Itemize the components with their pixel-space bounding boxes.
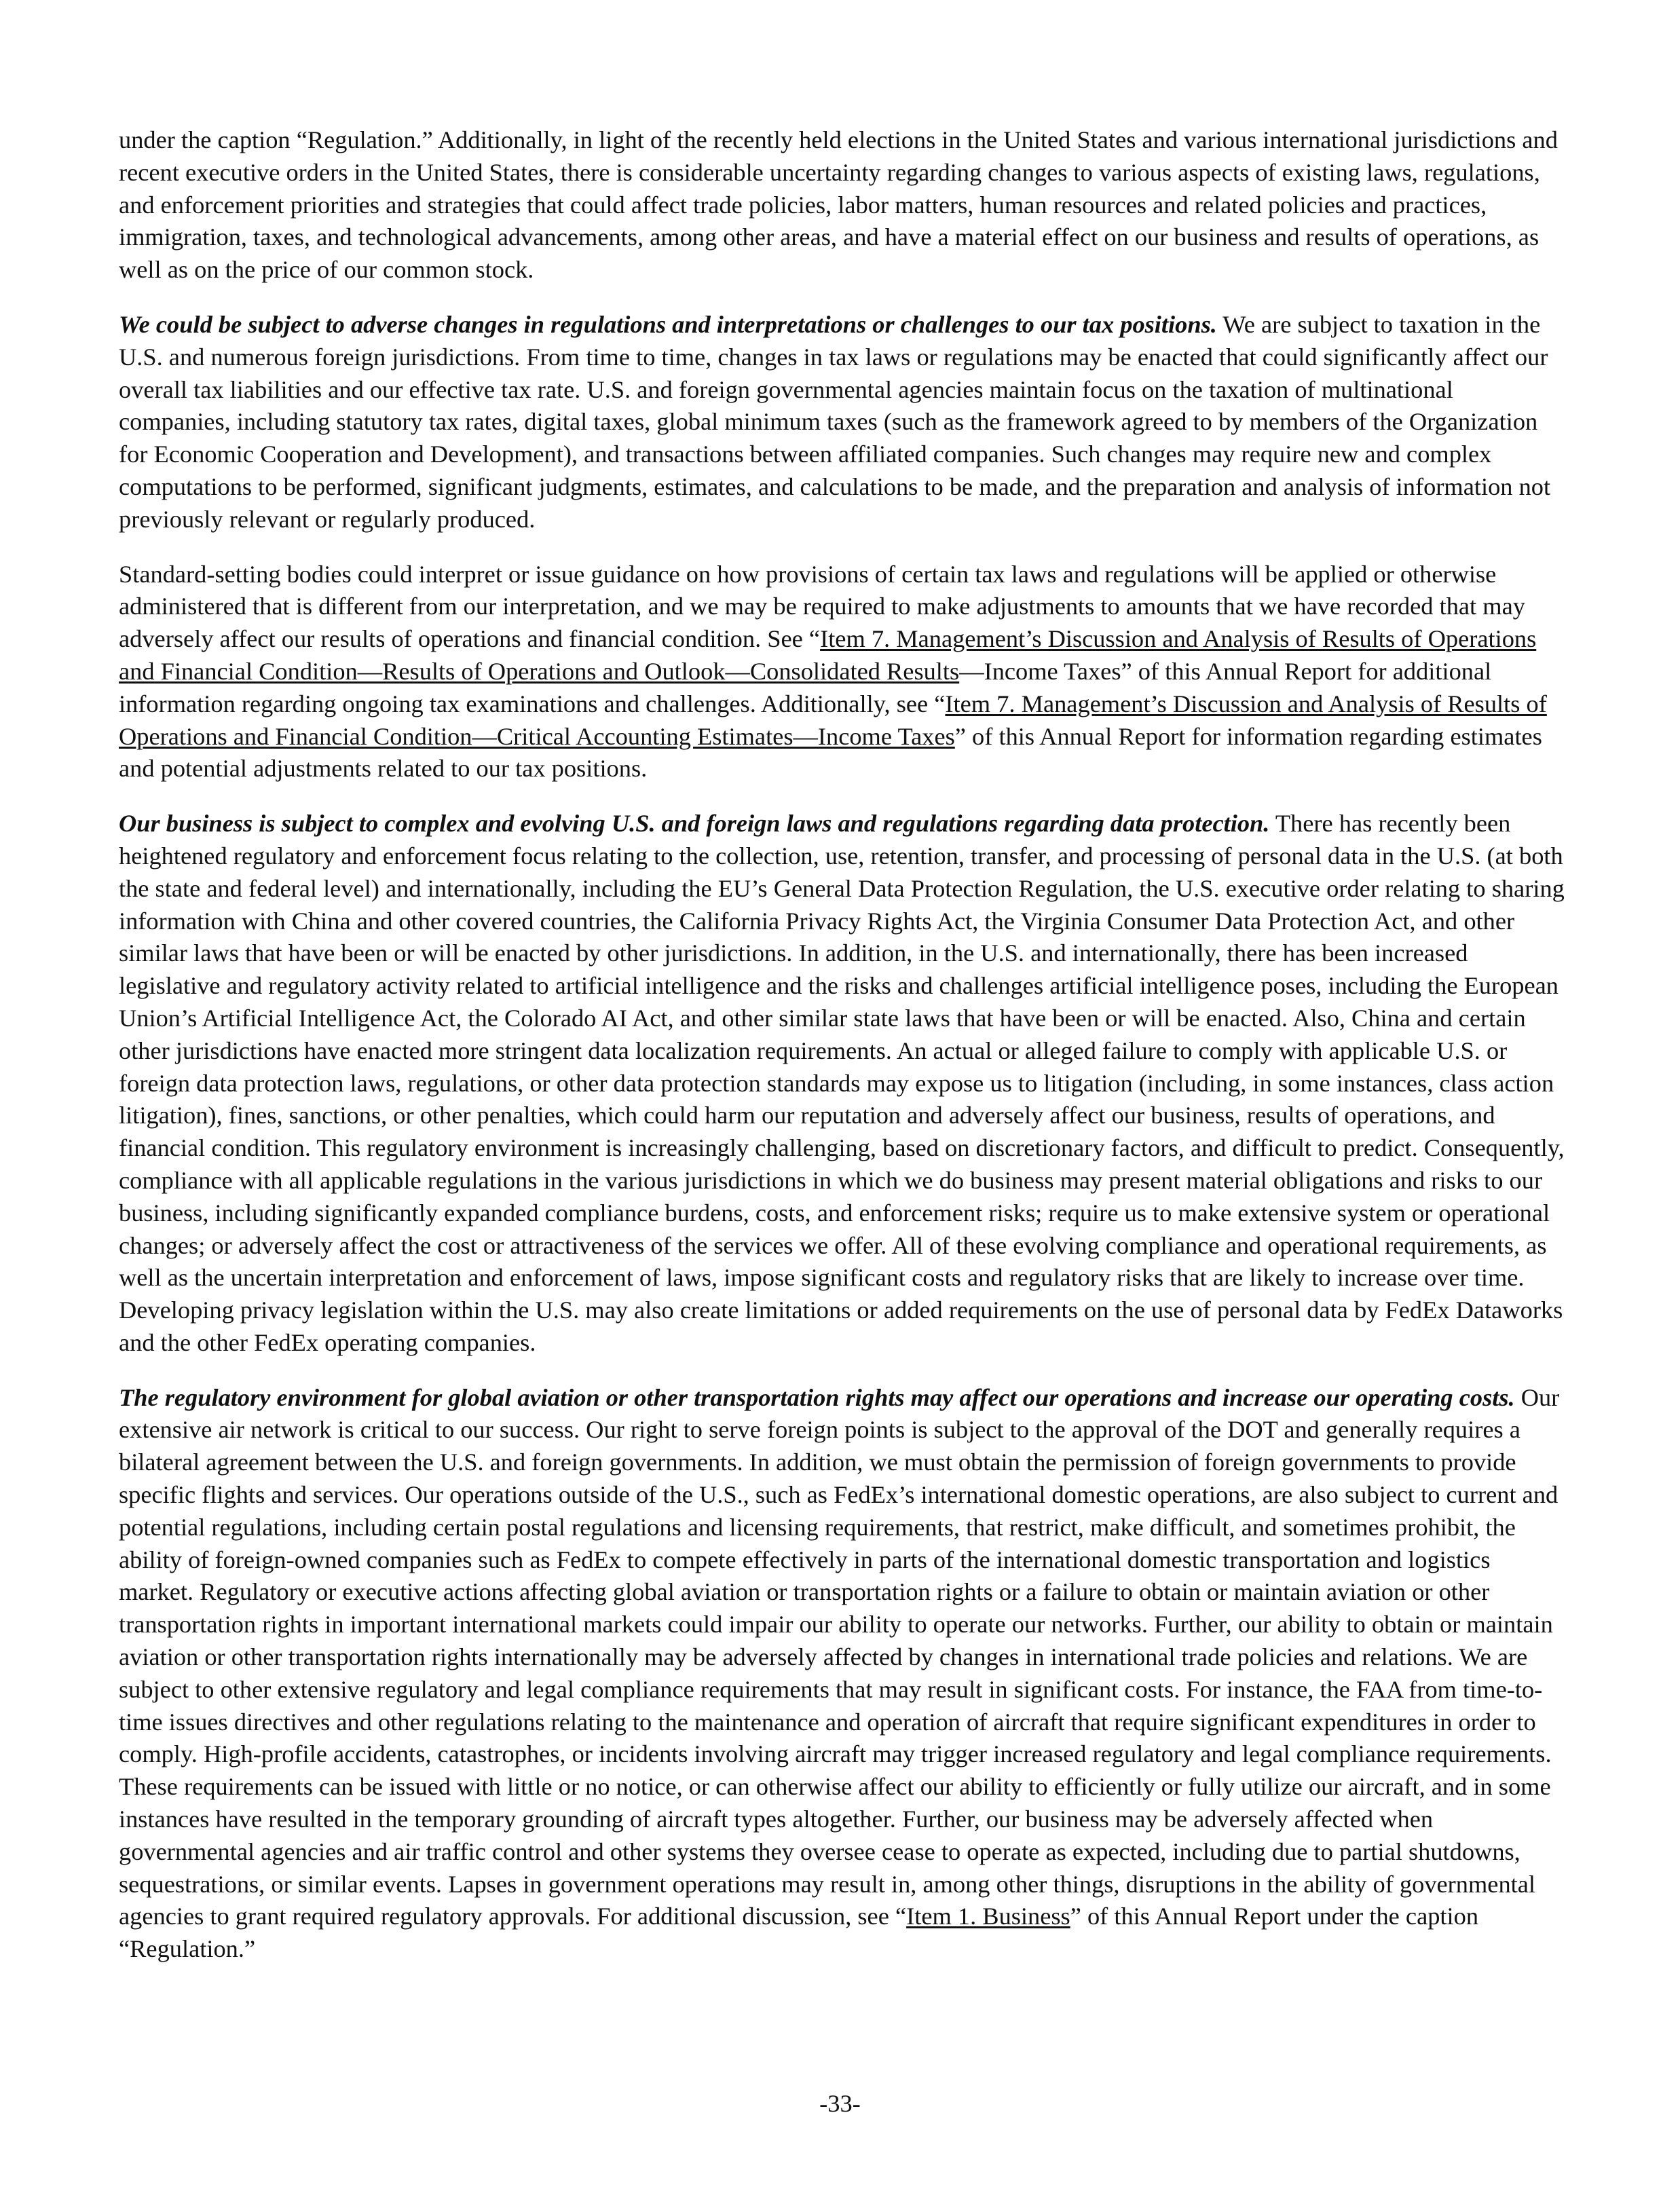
paragraph-text: under the caption “Regulation.” Additionally, in light of the recently held elections in the United States and various international jurisdictions and recent executive orders in the United States, there is considerable uncertainty regarding changes to various aspects of existing laws, regulations, and enforcement priorities and strategies that could affect trade policies, labor matters, human resources and related policies and practices, immigration, taxes, and technological advancements, among other areas, and have a material effect on our business and results of operations, as well as on the price of our common stock.	[119, 126, 1558, 284]
paragraph-data-protection	[119, 808, 1568, 1360]
paragraph-text: —Income Taxes” of this Annual Report for additional information regarding ongoing tax examinations and challenges. Additionally, see “	[119, 657, 1492, 717]
link-item-7-critical-accounting-estimates[interactable]: Item 7. Management’s Discussion and Analysis of Results of Operations and Financial Condition—Critical Accounting Estimates—Income Taxes	[119, 690, 1547, 750]
paragraph-regulation-continued	[119, 124, 1568, 286]
paragraph-heading: We could be subject to adverse changes in regulations and interpretations or challenges to our tax positions.	[119, 310, 1217, 338]
paragraph-text: We are subject to taxation in the U.S. and numerous foreign jurisdictions. From time to time, changes in tax laws or regulations may be enacted that could significantly affect our overall tax liabilities and our effective tax rate. U.S. and foreign governmental agencies maintain focus on the taxation of multinational companies, including statutory tax rates, digital taxes, global minimum taxes (such as the framework agreed to by members of the Organization for Economic Cooperation and Development), and transactions between affiliated companies. Such changes may require new and complex computations to be performed, significant judgments, estimates, and calculations to be made, and the preparation and analysis of information not previously relevant or regularly produced.	[119, 310, 1551, 533]
paragraph-aviation-rights	[119, 1382, 1568, 1966]
paragraph-heading: The regulatory environment for global aviation or other transportation rights may affect our operations and increase our operating costs.	[119, 1383, 1515, 1411]
paragraph-text: There has recently been heightened regulatory and enforcement focus relating to the collection, use, retention, transfer, and processing of personal data in the U.S. (at both the state and federal level) and internationally, including the EU’s General Data Protection Regulation, the U.S. executive order relating to sharing information with China and other covered countries, the California Privacy Rights Act, the Virginia Consumer Data Protection Act, and other similar laws that have been or will be enacted by other jurisdictions. In addition, in the U.S. and internationally, there has been increased legislative and regulatory activity related to artificial intelligence and the risks and challenges artificial intelligence poses, including the European Union’s Artificial Intelligence Act, the Colorado AI Act, and other similar state laws that have been or will be enacted. Also, China and certain other jurisdictions have enacted more stringent data localization requirements. An actual or alleged failure to comply with applicable U.S. or foreign data protection laws, regulations, or other data protection standards may expose us to litigation (including, in some instances, class action litigation), fines, sanctions, or other penalties, which could harm our reputation and adversely affect our business, results of operations, and financial condition. This regulatory environment is increasingly challenging, based on discretionary factors, and difficult to predict. Consequently, compliance with all applicable regulations in the various jurisdictions in which we do business may present material obligations and risks to our business, including significantly expanded compliance burdens, costs, and enforcement risks; require us to make extensive system or operational changes; or adversely affect the cost or attractiveness of the services we offer. All of these evolving compliance and operational requirements, as well as the uncertain interpretation and enforcement of laws, impose significant costs and regulatory risks that are likely to increase over time. Developing privacy legislation within the U.S. may also create limitations or added requirements on the use of personal data by FedEx Dataworks and the other FedEx operating companies.	[119, 810, 1565, 1356]
document-page	[119, 124, 1568, 1988]
paragraph-text: ” of this Annual Report under the caption “Regulation.”	[119, 1903, 1479, 1963]
paragraph-standard-setting	[119, 559, 1568, 786]
link-item-1-business[interactable]: Item 1. Business	[906, 1903, 1070, 1930]
paragraph-text: ” of this Annual Report for information regarding estimates and potential adjustments related to our tax positions.	[119, 722, 1542, 783]
paragraph-heading: Our business is subject to complex and evolving U.S. and foreign laws and regulations regarding data protection.	[119, 810, 1270, 838]
page-number: -33-	[819, 2090, 861, 2117]
paragraph-text: Standard-setting bodies could interpret or issue guidance on how provisions of certain tax laws and regulations will be applied or otherwise administered that is different from our interpretation, and we may be required to make adjustments to amounts that we have recorded that may adversely affect our results of operations and financial condition. See “	[119, 560, 1525, 653]
paragraph-text: Our extensive air network is critical to our success. Our right to serve foreign points is subject to the approval of the DOT and generally requires a bilateral agreement between the U.S. and foreign governments. In addition, we must obtain the permission of foreign governments to provide specific flights and services. Our operations outside of the U.S., such as FedEx’s international domestic operations, are also subject to current and potential regulations, including certain postal regulations and licensing requirements, that restrict, make difficult, and sometimes prohibit, the ability of foreign-owned companies such as FedEx to compete effectively in parts of the international domestic transportation and logistics market. Regulatory or executive actions affecting global aviation or transportation rights or a failure to obtain or maintain aviation or other transportation rights in important international markets could impair our ability to operate our networks. Further, our ability to obtain or maintain aviation or other transportation rights internationally may be adversely affected by changes in international trade policies and relations. We are subject to other extensive regulatory and legal compliance requirements that may result in significant costs. For instance, the FAA from time-to-time issues directives and other regulations relating to the maintenance and operation of aircraft that require significant expenditures in order to comply. High-profile accidents, catastrophes, or incidents involving aircraft may trigger increased regulatory and legal compliance requirements. These requirements can be issued with little or no notice, or can otherwise affect our ability to efficiently or fully utilize our aircraft, and in some instances have resulted in the temporary grounding of aircraft types altogether. Further, our business may be adversely affected when governmental agencies and air traffic control and other systems they oversee cease to operate as expected, including due to partial shutdowns, sequestrations, or similar events. Lapses in government operations may result in, among other things, disruptions in the ability of governmental agencies to grant required regulatory approvals. For additional discussion, see “	[119, 1383, 1560, 1930]
link-item-7-consolidated-results[interactable]: Item 7. Management’s Discussion and Analysis of Results of Operations and Financial Condition—Results of Operations and Outlook—Consolidated Results	[119, 625, 1537, 685]
paragraph-tax-positions	[119, 309, 1568, 536]
